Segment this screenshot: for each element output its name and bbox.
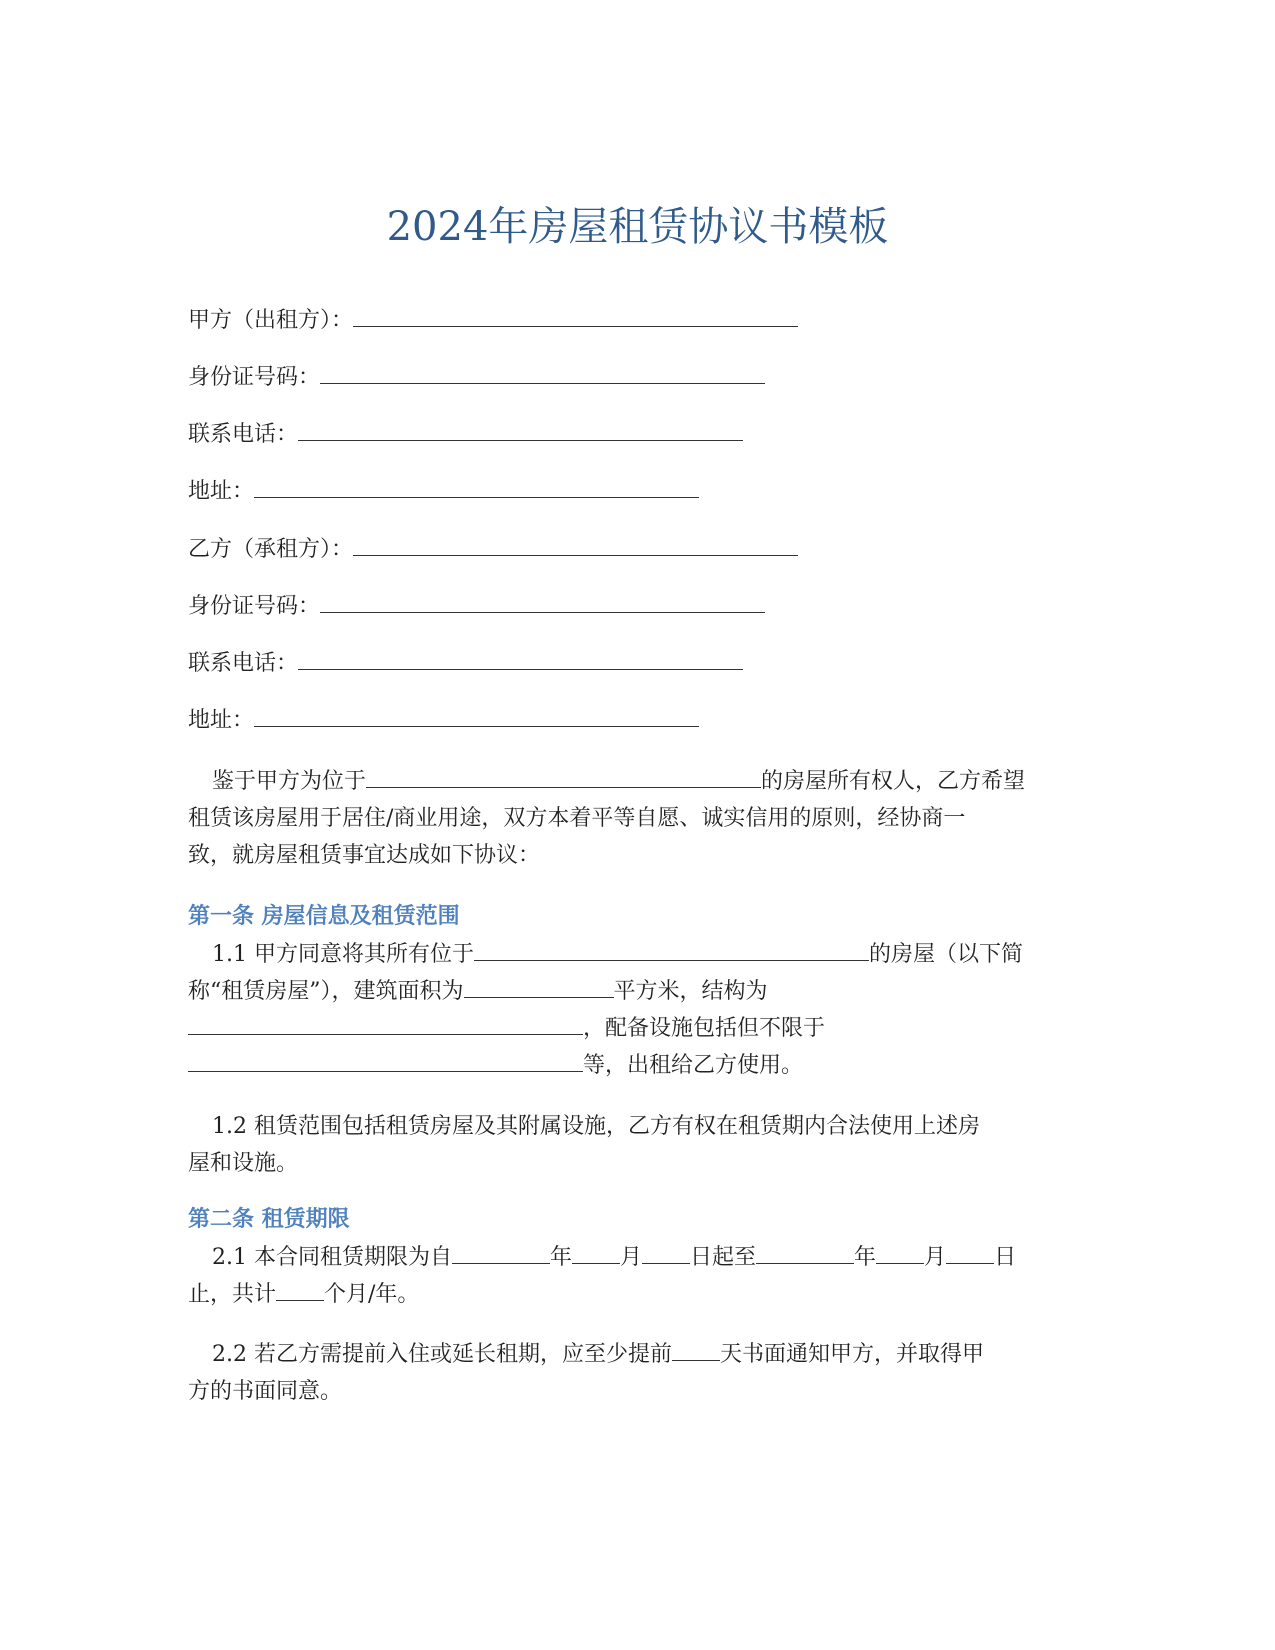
clause-text: 1.1 甲方同意将其所有位于 <box>212 942 474 967</box>
start-day-blank[interactable] <box>642 1241 690 1264</box>
article-2-heading: 第二条 租赁期限 <box>188 1207 350 1232</box>
clause-2-2-line-2: 方的书面同意。 <box>188 1379 343 1404</box>
party-a-phone-blank[interactable] <box>298 418 743 441</box>
clause-text: 等，出租给乙方使用。 <box>583 1053 804 1078</box>
clause-2-1-line-2 <box>188 1276 1088 1313</box>
preamble-paragraph <box>188 763 1088 874</box>
party-a-name-row <box>188 304 798 336</box>
article-2-clause-2 <box>188 1336 1088 1410</box>
clause-text: 年 <box>549 1245 572 1270</box>
start-month-blank[interactable] <box>572 1241 620 1264</box>
clause-text: 平方米，结构为 <box>613 979 768 1004</box>
clause-text: 日 <box>994 1245 1017 1270</box>
party-b-name-label: 乙方（承租方）： <box>188 537 354 562</box>
preamble-line-1 <box>188 763 1088 800</box>
party-b-phone-row <box>188 647 743 679</box>
party-a-address-label: 地址： <box>188 479 255 504</box>
party-b-id-blank[interactable] <box>320 590 765 613</box>
clause-text: 止，共计 <box>188 1282 277 1307</box>
party-a-id-label: 身份证号码： <box>188 365 321 390</box>
clause-text: 2.2 若乙方需提前入住或延长租期，应至少提前 <box>212 1342 672 1367</box>
preamble-line-3: 致，就房屋租赁事宜达成如下协议： <box>188 843 541 868</box>
party-b-name-blank[interactable] <box>353 533 798 556</box>
party-b-id-label: 身份证号码： <box>188 594 321 619</box>
party-a-name-blank[interactable] <box>353 304 798 327</box>
end-day-blank[interactable] <box>946 1241 994 1264</box>
party-b-id-row <box>188 590 765 622</box>
clause-1-1-line-2 <box>188 973 1088 1010</box>
party-b-address-label: 地址： <box>188 708 255 733</box>
party-b-address-blank[interactable] <box>254 704 699 727</box>
party-a-name-label: 甲方（出租方）： <box>188 308 354 333</box>
clause-1-1-line-4 <box>188 1047 1088 1084</box>
document-title: 2024年房屋租赁协议书模板 <box>386 204 889 250</box>
clause-1-1-line-3 <box>188 1010 1088 1047</box>
clause-text: 天书面通知甲方，并取得甲 <box>719 1342 984 1367</box>
clause-text: ，配备设施包括但不限于 <box>583 1016 826 1041</box>
party-a-id-row <box>188 361 765 393</box>
clause-1-1-line-1 <box>188 936 1088 973</box>
clause-text: 称“租赁房屋”），建筑面积为 <box>188 979 464 1004</box>
article-1-clause-1 <box>188 936 1088 1084</box>
article-1-clause-2 <box>188 1108 1088 1182</box>
party-b-phone-label: 联系电话： <box>188 651 299 676</box>
structure-blank[interactable] <box>188 1012 583 1035</box>
start-year-blank[interactable] <box>452 1241 550 1264</box>
clause-1-2-line-2: 屋和设施。 <box>188 1151 299 1176</box>
end-month-blank[interactable] <box>876 1241 924 1264</box>
clause-text: 个月/年。 <box>324 1282 420 1307</box>
clause-2-2-line-1 <box>188 1336 1088 1373</box>
preamble-text: 的房屋所有权人，乙方希望 <box>761 769 1026 794</box>
party-b-address-row <box>188 704 699 736</box>
party-a-id-blank[interactable] <box>320 361 765 384</box>
party-a-address-row <box>188 475 699 507</box>
clause-text: 的房屋（以下简 <box>868 942 1023 967</box>
clause-1-2-line-1: 1.2 租赁范围包括租赁房屋及其附属设施，乙方有权在租赁期内合法使用上述房 <box>212 1114 980 1139</box>
preamble-line-2: 租赁该房屋用于居住/商业用途，双方本着平等自愿、诚实信用的原则，经协商一 <box>188 806 966 831</box>
house-location-blank[interactable] <box>474 938 869 961</box>
party-a-address-blank[interactable] <box>254 475 699 498</box>
facilities-blank[interactable] <box>188 1049 583 1072</box>
clause-text: 月 <box>620 1245 643 1270</box>
clause-text: 年 <box>854 1245 877 1270</box>
party-b-name-row <box>188 533 798 565</box>
term-count-blank[interactable] <box>276 1278 324 1301</box>
end-year-blank[interactable] <box>756 1241 854 1264</box>
area-blank[interactable] <box>464 975 614 998</box>
article-1-heading: 第一条 房屋信息及租赁范围 <box>188 904 460 929</box>
clause-2-1-line-1 <box>188 1239 1088 1276</box>
party-a-phone-label: 联系电话： <box>188 422 299 447</box>
property-location-blank[interactable] <box>366 765 761 788</box>
notice-days-blank[interactable] <box>672 1338 720 1361</box>
party-b-phone-blank[interactable] <box>298 647 743 670</box>
article-2-clause-1 <box>188 1239 1088 1313</box>
party-a-phone-row <box>188 418 743 450</box>
preamble-text: 鉴于甲方为位于 <box>212 769 367 794</box>
clause-text: 月 <box>924 1245 947 1270</box>
clause-text: 日起至 <box>690 1245 757 1270</box>
clause-text: 2.1 本合同租赁期限为自 <box>212 1245 452 1270</box>
